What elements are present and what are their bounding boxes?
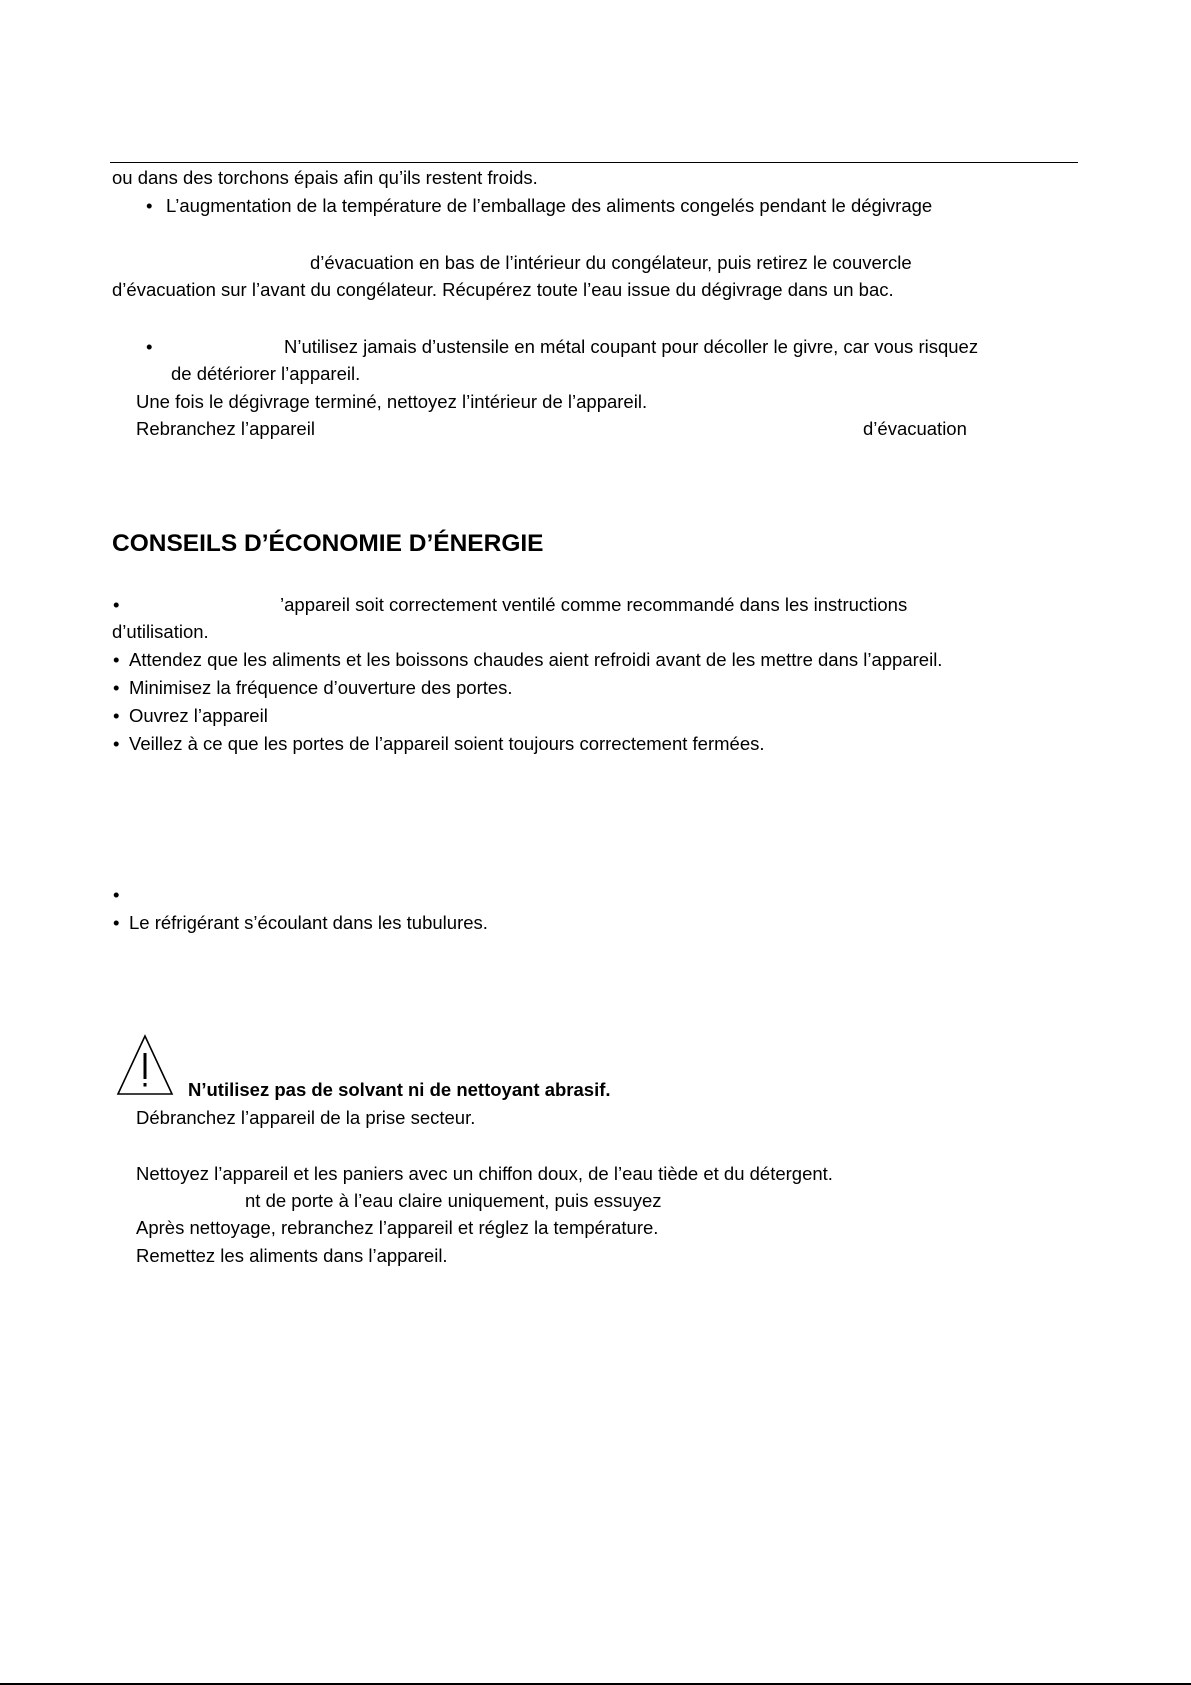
energy-tip-1a: ’appareil soit correctement ventilé comme recommandé dans les instructions — [280, 594, 908, 615]
energy-tip-1b: d’utilisation. — [112, 621, 209, 642]
energy-tip-5: Veillez à ce que les portes de l’appareil soient toujours correctement fermées. — [129, 733, 765, 754]
warning-icon — [115, 1033, 175, 1097]
bullet-icon: • — [146, 195, 153, 216]
cleaning-step-5: Remettez les aliments dans l’appareil. — [136, 1245, 448, 1266]
cleaning-step-4: Après nettoyage, rebranchez l’appareil et réglez la température. — [136, 1217, 659, 1238]
bullet-icon: • — [113, 733, 120, 754]
defrost-line-8b: d’évacuation — [863, 418, 967, 439]
bullet-icon: • — [146, 336, 153, 357]
bullet-icon: • — [113, 884, 120, 905]
energy-tip-3: Minimisez la fréquence d’ouverture des portes. — [129, 677, 513, 698]
cleaning-step-3: nt de porte à l’eau claire uniquement, puis essuyez — [245, 1190, 662, 1211]
defrost-line-1: ou dans des torchons épais afin qu’ils restent froids. — [112, 167, 538, 188]
defrost-line-8a: Rebranchez l’appareil — [136, 418, 315, 439]
cleaning-step-2: Nettoyez l’appareil et les paniers avec un chiffon doux, de l’eau tiède et du détergent. — [136, 1163, 833, 1184]
bullet-icon: • — [113, 677, 120, 698]
bullet-icon: • — [113, 649, 120, 670]
energy-heading: CONSEILS D’ÉCONOMIE D’ÉNERGIE — [112, 530, 544, 557]
energy-tip-4: Ouvrez l’appareil — [129, 705, 268, 726]
defrost-line-3: d’évacuation en bas de l’intérieur du congélateur, puis retirez le couvercle — [310, 252, 912, 273]
defrost-line-7: Une fois le dégivrage terminé, nettoyez l’intérieur de l’appareil. — [136, 391, 648, 412]
noise-item-2: Le réfrigérant s’écoulant dans les tubulures. — [129, 912, 488, 933]
cleaning-step-1: Débranchez l’appareil de la prise secteur. — [136, 1107, 476, 1128]
defrost-bullet-2a: N’utilisez jamais d’ustensile en métal coupant pour décoller le givre, car vous risquez — [284, 336, 979, 357]
header-rule — [110, 162, 1078, 163]
bullet-icon: • — [113, 594, 120, 615]
cleaning-warning: N’utilisez pas de solvant ni de nettoyant abrasif. — [188, 1079, 611, 1100]
energy-tip-2: Attendez que les aliments et les boissons chaudes aient refroidi avant de les mettre dans l’appareil. — [129, 649, 943, 670]
defrost-line-4: d’évacuation sur l’avant du congélateur. Récupérez toute l’eau issue du dégivrage dans un bac. — [112, 279, 894, 300]
defrost-bullet-1: L’augmentation de la température de l’emballage des aliments congelés pendant le dégivrage — [166, 195, 933, 216]
bullet-icon: • — [113, 912, 120, 933]
defrost-bullet-2b: de détériorer l’appareil. — [171, 363, 361, 384]
bullet-icon: • — [113, 705, 120, 726]
